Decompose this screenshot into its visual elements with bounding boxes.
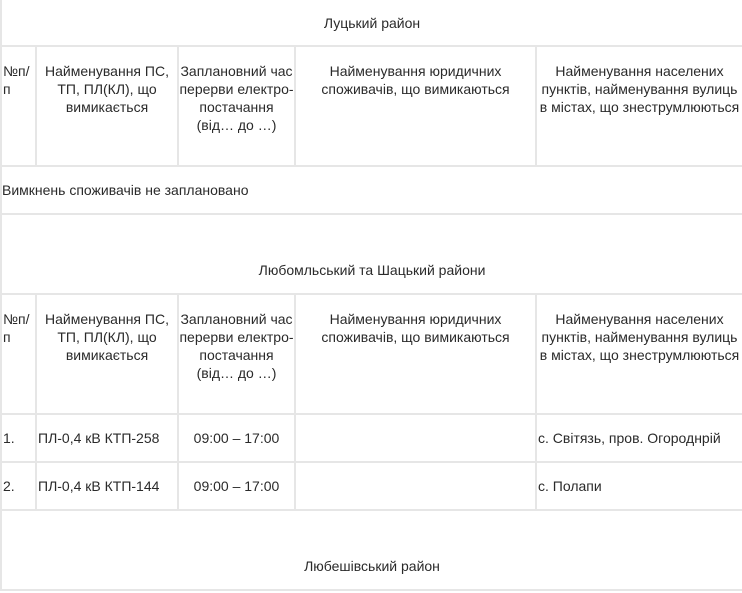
header-consumers: Найменування юридичних споживачів, що вимикаються (295, 294, 536, 414)
row-places: с. Світязь, пров. Огороднрій (536, 414, 742, 462)
row-places: с. Полапи (536, 462, 742, 510)
row-num: 1. (1, 414, 36, 462)
header-consumers: Найменування юридичних споживачів, що вимикаються (295, 46, 536, 166)
row-consumers (295, 462, 536, 510)
header-num: №п/п (1, 46, 36, 166)
header-name: Найменування ПС, ТП, ПЛ(КЛ), що вимикається (36, 294, 178, 414)
row-time: 09:00 – 17:00 (178, 414, 295, 462)
row-name: ПЛ-0,4 кВ КТП-258 (36, 414, 178, 462)
table-row (1, 462, 742, 510)
header-name: Найменування ПС, ТП, ПЛ(КЛ), що вимикається (36, 46, 178, 166)
row-num: 2. (1, 462, 36, 510)
row-name: ПЛ-0,4 кВ КТП-144 (36, 462, 178, 510)
header-places: Найменування населених пунктів, найменування вулиць в містах, що знеструмлюються (536, 46, 742, 166)
header-time: Заплановний час перерви електро-постачання (від… до …) (178, 46, 295, 166)
section-title: Луцький район (1, 0, 742, 46)
header-time: Заплановний час перерви електро-постачання (від… до …) (178, 294, 295, 414)
section-title: Любешівський район (1, 510, 742, 590)
section-title: Любомльський та Шацький райони (1, 214, 742, 294)
header-places: Найменування населених пунктів, найменування вулиць в містах, що знеструмлюються (536, 294, 742, 414)
header-num: №п/п (1, 294, 36, 414)
row-consumers (295, 414, 536, 462)
table-row (1, 414, 742, 462)
row-time: 09:00 – 17:00 (178, 462, 295, 510)
no-outages-note: Вимкнень споживачів не заплановано (1, 166, 742, 214)
